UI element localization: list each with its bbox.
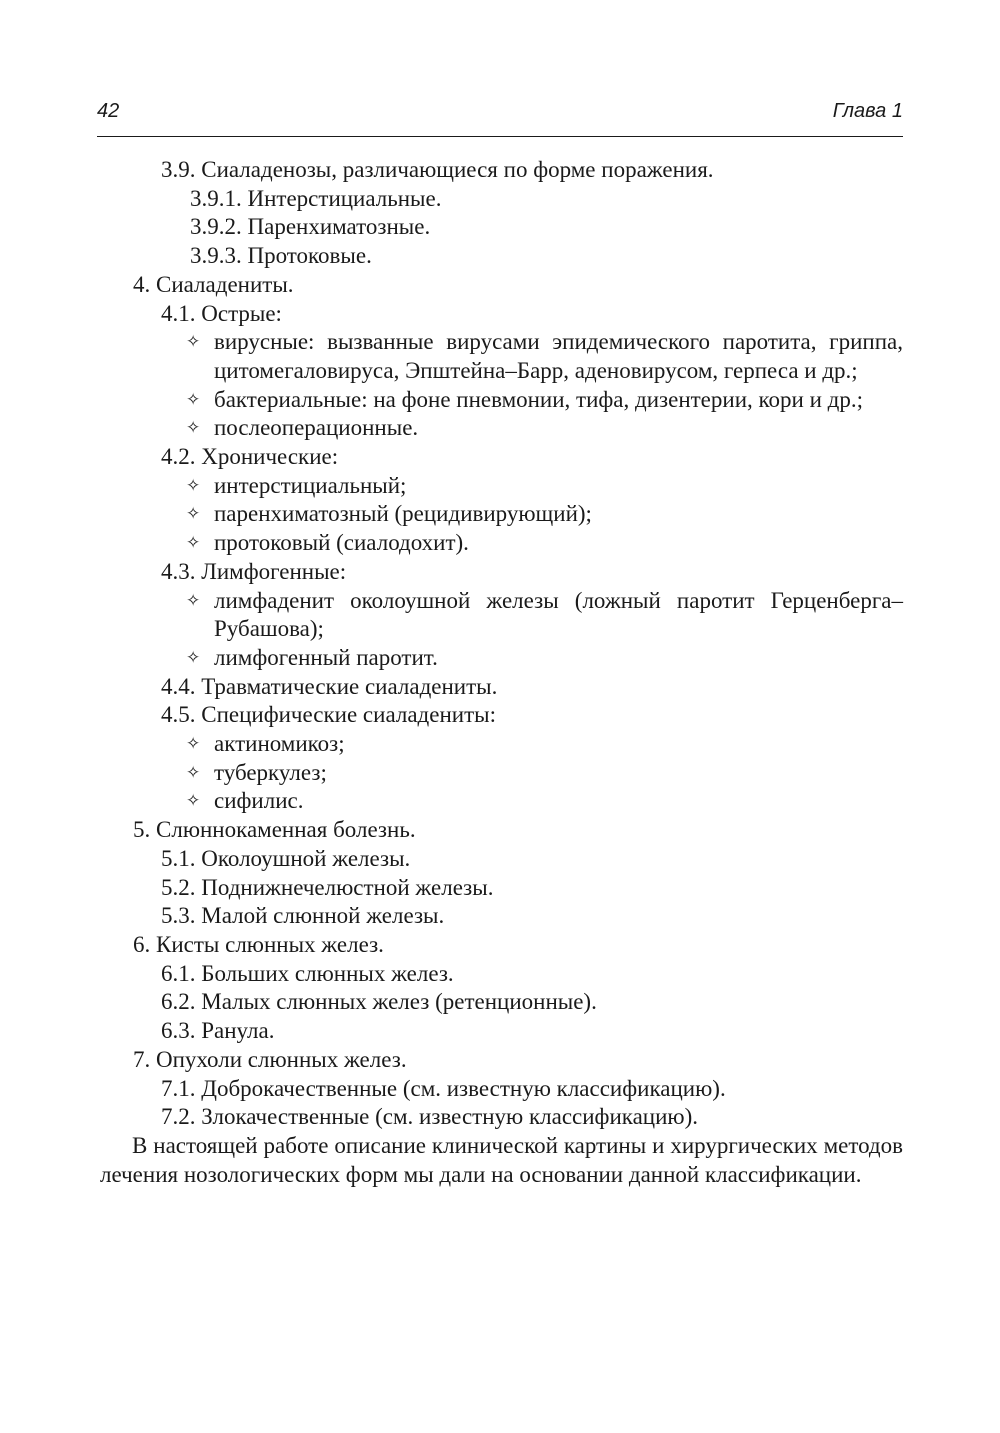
bullet-text: протоковый (сиалодохит). bbox=[214, 530, 469, 556]
bullet-text: туберкулез; bbox=[214, 759, 327, 785]
bullet-icon: ✧ bbox=[186, 762, 201, 783]
list-item: 7. Опухоли слюнных желез. bbox=[133, 1046, 407, 1072]
bullet-icon: ✧ bbox=[186, 389, 201, 410]
bullet-icon: ✧ bbox=[186, 418, 201, 439]
bullet-icon: ✧ bbox=[186, 504, 201, 525]
list-item: 5.1. Околоушной железы. bbox=[161, 845, 411, 871]
bullet-item bbox=[100, 386, 903, 415]
bullet-icon: ✧ bbox=[186, 590, 201, 611]
list-item: 4.5. Специфические сиаладениты: bbox=[161, 702, 496, 728]
bullet-item bbox=[100, 472, 903, 501]
bullet-item bbox=[100, 730, 903, 759]
bullet-text: послеоперационные. bbox=[214, 415, 419, 441]
list-item: 4.4. Травматические сиаладениты. bbox=[161, 673, 498, 699]
list-item: 7.1. Доброкачественные (см. известную классификацию). bbox=[161, 1075, 726, 1101]
list-item: 4.1. Острые: bbox=[161, 300, 282, 326]
bullet-item bbox=[100, 529, 903, 558]
list-item: 3.9.2. Паренхиматозные. bbox=[190, 214, 431, 240]
list-item: 3.9.1. Интерстициальные. bbox=[190, 185, 442, 211]
bullet-icon: ✧ bbox=[186, 332, 201, 353]
bullet-item bbox=[100, 587, 903, 644]
page-number: 42 bbox=[97, 100, 120, 122]
closing-paragraph: В настоящей работе описание клинической картины и хирургических методов лечения нозологических форм мы дали на основании данной классификации. bbox=[100, 1132, 903, 1187]
bullet-item bbox=[100, 787, 903, 816]
bullet-text: вирусные: вызванные вирусами эпидемического паротита, гриппа, цитомегаловируса, Эпштейна–Барр, аденовирусом, герпеса и др.; bbox=[214, 329, 903, 383]
bullet-text: интерстициальный; bbox=[214, 472, 407, 498]
list-item: 3.9.3. Протоковые. bbox=[190, 243, 372, 269]
bullet-item bbox=[100, 759, 903, 788]
list-item: 4.2. Хронические: bbox=[161, 444, 339, 470]
bullet-text: лимфаденит околоушной железы (ложный паротит Герценберга–Рубашова); bbox=[214, 587, 903, 642]
list-item: 6.3. Ранула. bbox=[161, 1018, 275, 1044]
chapter-title: Глава 1 bbox=[832, 100, 903, 122]
list-item: 4.3. Лимфогенные: bbox=[161, 558, 347, 584]
bullet-text: лимфогенный паротит. bbox=[214, 644, 438, 670]
classification-list bbox=[100, 156, 903, 1189]
bullet-icon: ✧ bbox=[186, 647, 201, 668]
bullet-icon: ✧ bbox=[186, 734, 201, 755]
list-item: 5. Слюннокаменная болезнь. bbox=[133, 817, 416, 843]
bullet-text: сифилис. bbox=[214, 788, 304, 814]
bullet-text: паренхиматозный (рецидивирующий); bbox=[214, 501, 592, 527]
list-item: 6. Кисты слюнных желез. bbox=[133, 931, 384, 957]
list-item: 5.3. Малой слюнной железы. bbox=[161, 903, 445, 929]
bullet-item bbox=[100, 644, 903, 673]
bullet-icon: ✧ bbox=[186, 533, 201, 554]
bullet-item bbox=[100, 500, 903, 529]
page-header bbox=[97, 96, 903, 137]
bullet-text: актиномикоз; bbox=[214, 731, 345, 757]
bullet-item bbox=[100, 328, 903, 385]
list-item: 6.1. Больших слюнных желез. bbox=[161, 960, 454, 986]
list-item: 6.2. Малых слюнных желез (ретенционные). bbox=[161, 989, 597, 1015]
list-item: 5.2. Поднижнечелюстной железы. bbox=[161, 874, 494, 900]
bullet-text: бактериальные: на фоне пневмонии, тифа, дизентерии, кори и др.; bbox=[214, 386, 863, 412]
list-item: 4. Сиаладениты. bbox=[133, 271, 294, 297]
list-item: 7.2. Злокачественные (см. известную классификацию). bbox=[161, 1104, 698, 1130]
list-item: 3.9. Сиаладенозы, различающиеся по форме поражения. bbox=[161, 157, 714, 182]
bullet-item bbox=[100, 414, 903, 443]
bullet-icon: ✧ bbox=[186, 475, 201, 496]
bullet-icon: ✧ bbox=[186, 791, 201, 812]
